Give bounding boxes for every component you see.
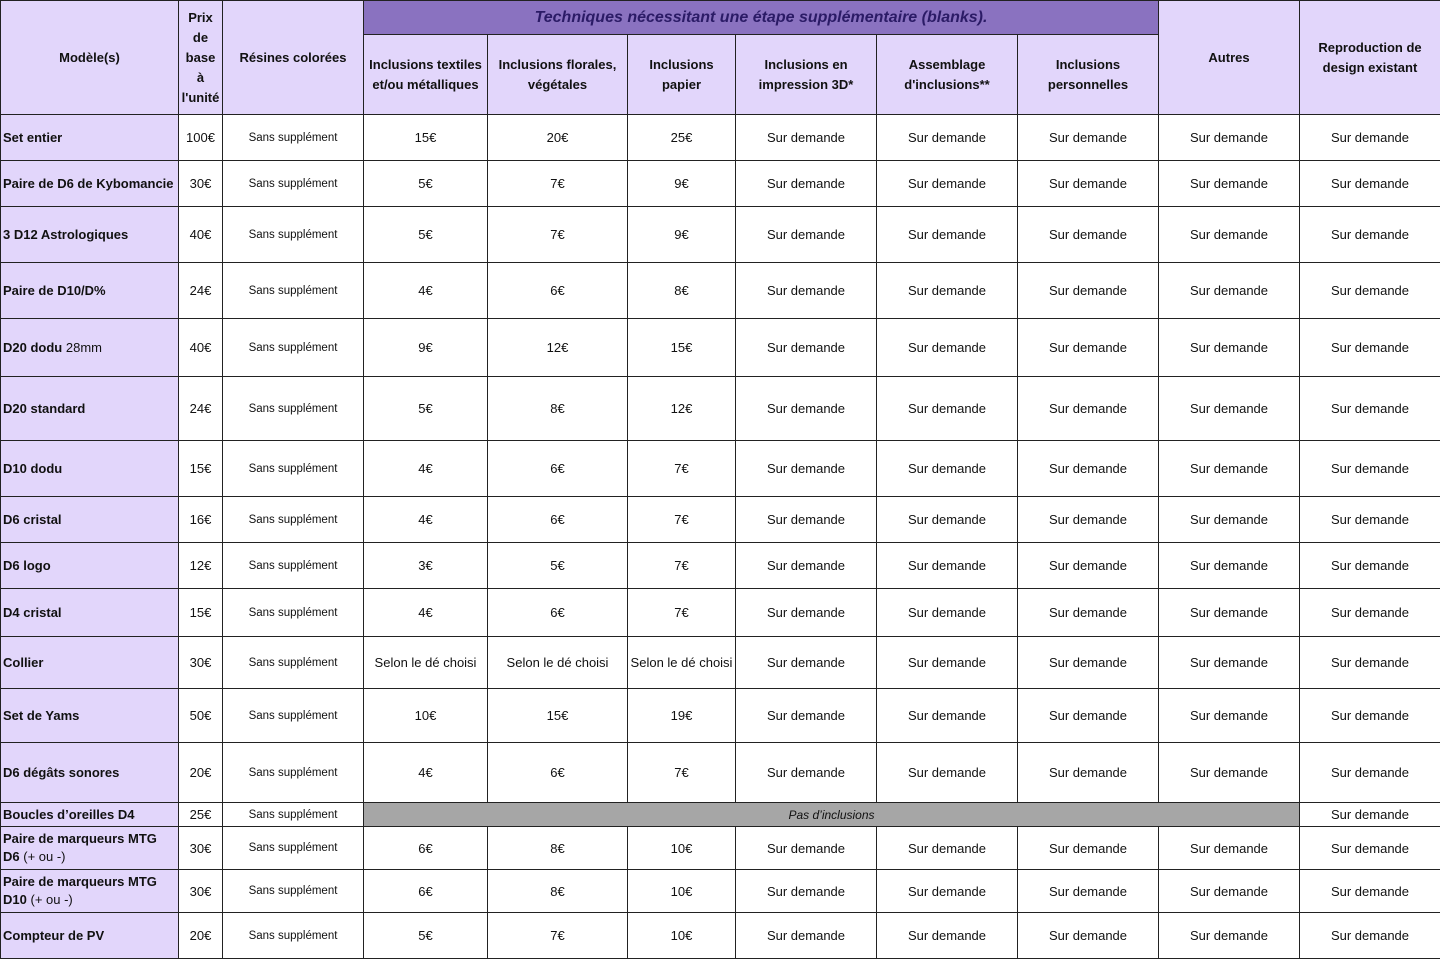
reproduction-cell: Sur demande (1300, 913, 1440, 959)
header-technique-paper: Inclusions papier (628, 35, 736, 115)
paper-price-cell: 9€ (628, 161, 736, 207)
assembly-cell: Sur demande (877, 589, 1018, 637)
paper-price-cell: 12€ (628, 377, 736, 441)
model-name: Boucles d’oreilles D4 (3, 806, 135, 822)
base-price-cell: 100€ (179, 115, 223, 161)
floral-price-cell: 6€ (488, 263, 628, 319)
print3d-cell: Sur demande (736, 637, 877, 689)
model-name: D6 dégâts sonores (3, 764, 120, 780)
paper-price-cell: 15€ (628, 319, 736, 377)
assembly-cell: Sur demande (877, 319, 1018, 377)
model-cell (1, 263, 179, 319)
textile-price-cell: 4€ (364, 497, 488, 543)
personal-cell: Sur demande (1018, 689, 1159, 743)
paper-price-cell: 7€ (628, 743, 736, 803)
resin-cell: Sans supplément (223, 743, 364, 803)
assembly-cell: Sur demande (877, 207, 1018, 263)
personal-cell: Sur demande (1018, 497, 1159, 543)
reproduction-cell: Sur demande (1300, 497, 1440, 543)
model-name: D6 cristal (3, 511, 62, 527)
textile-price-cell: Selon le dé choisi (364, 637, 488, 689)
print3d-cell: Sur demande (736, 743, 877, 803)
others-cell: Sur demande (1159, 161, 1300, 207)
resin-cell: Sans supplément (223, 377, 364, 441)
paper-price-cell: 10€ (628, 913, 736, 959)
header-model: Modèle(s) (1, 1, 179, 115)
model-name: 3 D12 Astrologiques (3, 226, 129, 242)
paper-price-cell: 10€ (628, 870, 736, 913)
table-row (1, 441, 1440, 497)
model-name: Paire de marqueurs MTG D10 (3, 874, 157, 907)
table-row (1, 161, 1440, 207)
others-cell: Sur demande (1159, 589, 1300, 637)
model-cell (1, 637, 179, 689)
paper-price-cell: 7€ (628, 441, 736, 497)
assembly-cell: Sur demande (877, 637, 1018, 689)
paper-price-cell: 19€ (628, 689, 736, 743)
paper-price-cell: 8€ (628, 263, 736, 319)
resin-cell: Sans supplément (223, 637, 364, 689)
model-name: Paire de marqueurs MTG D6 (3, 831, 157, 864)
floral-price-cell: 7€ (488, 913, 628, 959)
resin-cell: Sans supplément (223, 827, 364, 870)
group-title-text: Techniques nécessitant une étape supplémentaire (blanks). (534, 8, 988, 26)
others-cell: Sur demande (1159, 115, 1300, 161)
base-price-cell: 25€ (179, 803, 223, 827)
floral-price-cell: 7€ (488, 161, 628, 207)
no-inclusions-cell: Pas d’inclusions (364, 803, 1300, 827)
textile-price-cell: 4€ (364, 263, 488, 319)
table-row (1, 827, 1440, 870)
others-cell: Sur demande (1159, 543, 1300, 589)
personal-cell: Sur demande (1018, 913, 1159, 959)
personal-cell: Sur demande (1018, 161, 1159, 207)
model-name: D20 standard (3, 400, 86, 416)
model-name: D4 cristal (3, 604, 62, 620)
header-technique-floral: Inclusions florales, végétales (488, 35, 628, 115)
resin-cell: Sans supplément (223, 441, 364, 497)
table-row (1, 589, 1440, 637)
assembly-cell: Sur demande (877, 497, 1018, 543)
others-cell: Sur demande (1159, 913, 1300, 959)
paper-price-cell: Selon le dé choisi (628, 637, 736, 689)
floral-price-cell: 12€ (488, 319, 628, 377)
table-row (1, 207, 1440, 263)
reproduction-cell: Sur demande (1300, 319, 1440, 377)
textile-price-cell: 4€ (364, 743, 488, 803)
reproduction-cell: Sur demande (1300, 441, 1440, 497)
personal-cell: Sur demande (1018, 441, 1159, 497)
reproduction-cell: Sur demande (1300, 207, 1440, 263)
model-cell (1, 913, 179, 959)
table-row (1, 115, 1440, 161)
header-others: Autres (1159, 1, 1300, 115)
table-row (1, 263, 1440, 319)
assembly-cell: Sur demande (877, 543, 1018, 589)
assembly-cell: Sur demande (877, 441, 1018, 497)
base-price-cell: 16€ (179, 497, 223, 543)
print3d-cell: Sur demande (736, 870, 877, 913)
personal-cell: Sur demande (1018, 207, 1159, 263)
base-price-cell: 30€ (179, 161, 223, 207)
header-technique-assembly: Assemblage d'inclusions** (877, 35, 1018, 115)
resin-cell: Sans supplément (223, 589, 364, 637)
assembly-cell: Sur demande (877, 913, 1018, 959)
base-price-cell: 30€ (179, 870, 223, 913)
model-cell (1, 377, 179, 441)
print3d-cell: Sur demande (736, 161, 877, 207)
reproduction-cell: Sur demande (1300, 377, 1440, 441)
model-extra: 28mm (65, 339, 102, 355)
floral-price-cell: 5€ (488, 543, 628, 589)
floral-price-cell: 6€ (488, 589, 628, 637)
model-cell (1, 589, 179, 637)
base-price-cell: 30€ (179, 827, 223, 870)
print3d-cell: Sur demande (736, 689, 877, 743)
print3d-cell: Sur demande (736, 441, 877, 497)
table-row (1, 319, 1440, 377)
reproduction-cell: Sur demande (1300, 263, 1440, 319)
table-row (1, 689, 1440, 743)
model-extra: (+ ou -) (30, 892, 73, 907)
reproduction-cell: Sur demande (1300, 827, 1440, 870)
model-name: D10 dodu (3, 460, 63, 476)
personal-cell: Sur demande (1018, 827, 1159, 870)
table-row (1, 377, 1440, 441)
others-cell: Sur demande (1159, 377, 1300, 441)
resin-cell: Sans supplément (223, 115, 364, 161)
floral-price-cell: 8€ (488, 870, 628, 913)
print3d-cell: Sur demande (736, 263, 877, 319)
print3d-cell: Sur demande (736, 115, 877, 161)
model-cell (1, 543, 179, 589)
base-price-cell: 15€ (179, 441, 223, 497)
base-price-cell: 12€ (179, 543, 223, 589)
textile-price-cell: 15€ (364, 115, 488, 161)
resin-cell: Sans supplément (223, 803, 364, 827)
resin-cell: Sans supplément (223, 913, 364, 959)
resin-cell: Sans supplément (223, 161, 364, 207)
personal-cell: Sur demande (1018, 377, 1159, 441)
table-row (1, 913, 1440, 959)
model-name: Collier (3, 654, 44, 670)
table-body (1, 115, 1440, 959)
floral-price-cell: 7€ (488, 207, 628, 263)
textile-price-cell: 6€ (364, 827, 488, 870)
textile-price-cell: 4€ (364, 441, 488, 497)
textile-price-cell: 6€ (364, 870, 488, 913)
base-price-cell: 24€ (179, 263, 223, 319)
header-base-price: Prix de base à l'unité (179, 1, 223, 115)
textile-price-cell: 9€ (364, 319, 488, 377)
print3d-cell: Sur demande (736, 827, 877, 870)
table-row (1, 803, 1440, 827)
reproduction-cell: Sur demande (1300, 743, 1440, 803)
reproduction-cell: Sur demande (1300, 689, 1440, 743)
paper-price-cell: 7€ (628, 589, 736, 637)
table-row (1, 543, 1440, 589)
personal-cell: Sur demande (1018, 589, 1159, 637)
others-cell: Sur demande (1159, 743, 1300, 803)
header-technique-textile: Inclusions textiles et/ou métalliques (364, 35, 488, 115)
paper-price-cell: 7€ (628, 543, 736, 589)
assembly-cell: Sur demande (877, 115, 1018, 161)
model-extra: (+ ou -) (23, 849, 66, 864)
table-row (1, 497, 1440, 543)
resin-cell: Sans supplément (223, 689, 364, 743)
textile-price-cell: 10€ (364, 689, 488, 743)
resin-cell: Sans supplément (223, 870, 364, 913)
assembly-cell: Sur demande (877, 870, 1018, 913)
model-cell (1, 497, 179, 543)
floral-price-cell: 20€ (488, 115, 628, 161)
model-cell (1, 827, 179, 870)
personal-cell: Sur demande (1018, 637, 1159, 689)
model-name: Paire de D6 de Kybomancie (3, 175, 174, 191)
others-cell: Sur demande (1159, 689, 1300, 743)
floral-price-cell: 8€ (488, 827, 628, 870)
resin-cell: Sans supplément (223, 319, 364, 377)
base-price-cell: 15€ (179, 589, 223, 637)
paper-price-cell: 10€ (628, 827, 736, 870)
others-cell: Sur demande (1159, 441, 1300, 497)
model-name: D6 logo (3, 557, 51, 573)
paper-price-cell: 9€ (628, 207, 736, 263)
personal-cell: Sur demande (1018, 319, 1159, 377)
reproduction-cell: Sur demande (1300, 870, 1440, 913)
table-row (1, 637, 1440, 689)
personal-cell: Sur demande (1018, 743, 1159, 803)
others-cell: Sur demande (1159, 207, 1300, 263)
resin-cell: Sans supplément (223, 207, 364, 263)
print3d-cell: Sur demande (736, 497, 877, 543)
model-cell (1, 441, 179, 497)
floral-price-cell: 6€ (488, 497, 628, 543)
assembly-cell: Sur demande (877, 377, 1018, 441)
assembly-cell: Sur demande (877, 263, 1018, 319)
others-cell: Sur demande (1159, 319, 1300, 377)
base-price-cell: 40€ (179, 207, 223, 263)
base-price-cell: 40€ (179, 319, 223, 377)
model-cell (1, 689, 179, 743)
model-cell (1, 870, 179, 913)
assembly-cell: Sur demande (877, 827, 1018, 870)
resin-cell: Sans supplément (223, 543, 364, 589)
model-cell (1, 207, 179, 263)
others-cell: Sur demande (1159, 827, 1300, 870)
resin-cell: Sans supplément (223, 497, 364, 543)
textile-price-cell: 5€ (364, 377, 488, 441)
reproduction-cell: Sur demande (1300, 115, 1440, 161)
model-cell (1, 803, 179, 827)
textile-price-cell: 4€ (364, 589, 488, 637)
model-name: Paire de D10/D% (3, 282, 106, 298)
base-price-cell: 24€ (179, 377, 223, 441)
print3d-cell: Sur demande (736, 543, 877, 589)
others-cell: Sur demande (1159, 870, 1300, 913)
model-name: D20 dodu (3, 339, 63, 355)
reproduction-cell: Sur demande (1300, 543, 1440, 589)
base-price-cell: 30€ (179, 637, 223, 689)
personal-cell: Sur demande (1018, 263, 1159, 319)
header-group-title (364, 1, 1159, 35)
print3d-cell: Sur demande (736, 589, 877, 637)
resin-cell: Sans supplément (223, 263, 364, 319)
table-row (1, 743, 1440, 803)
others-cell: Sur demande (1159, 497, 1300, 543)
assembly-cell: Sur demande (877, 689, 1018, 743)
others-cell: Sur demande (1159, 637, 1300, 689)
base-price-cell: 20€ (179, 913, 223, 959)
floral-price-cell: 8€ (488, 377, 628, 441)
reproduction-cell: Sur demande (1300, 161, 1440, 207)
floral-price-cell: 15€ (488, 689, 628, 743)
model-cell (1, 743, 179, 803)
floral-price-cell: 6€ (488, 743, 628, 803)
paper-price-cell: 7€ (628, 497, 736, 543)
personal-cell: Sur demande (1018, 870, 1159, 913)
model-cell (1, 115, 179, 161)
print3d-cell: Sur demande (736, 319, 877, 377)
print3d-cell: Sur demande (736, 207, 877, 263)
print3d-cell: Sur demande (736, 377, 877, 441)
table-row (1, 870, 1440, 913)
header-technique-3d: Inclusions en impression 3D* (736, 35, 877, 115)
model-cell (1, 161, 179, 207)
personal-cell: Sur demande (1018, 543, 1159, 589)
textile-price-cell: 5€ (364, 161, 488, 207)
reproduction-cell: Sur demande (1300, 803, 1440, 827)
paper-price-cell: 25€ (628, 115, 736, 161)
print3d-cell: Sur demande (736, 913, 877, 959)
base-price-cell: 20€ (179, 743, 223, 803)
assembly-cell: Sur demande (877, 161, 1018, 207)
model-name: Set entier (3, 129, 63, 145)
assembly-cell: Sur demande (877, 743, 1018, 803)
model-cell (1, 319, 179, 377)
model-name: Compteur de PV (3, 927, 105, 943)
header-resins: Résines colorées (223, 1, 364, 115)
reproduction-cell: Sur demande (1300, 589, 1440, 637)
floral-price-cell: Selon le dé choisi (488, 637, 628, 689)
model-name: Set de Yams (3, 707, 80, 723)
reproduction-cell: Sur demande (1300, 637, 1440, 689)
base-price-cell: 50€ (179, 689, 223, 743)
personal-cell: Sur demande (1018, 115, 1159, 161)
others-cell: Sur demande (1159, 263, 1300, 319)
textile-price-cell: 5€ (364, 207, 488, 263)
textile-price-cell: 3€ (364, 543, 488, 589)
floral-price-cell: 6€ (488, 441, 628, 497)
header-technique-personal: Inclusions personnelles (1018, 35, 1159, 115)
textile-price-cell: 5€ (364, 913, 488, 959)
header-reproduction: Reproduction de design existant (1300, 1, 1440, 115)
